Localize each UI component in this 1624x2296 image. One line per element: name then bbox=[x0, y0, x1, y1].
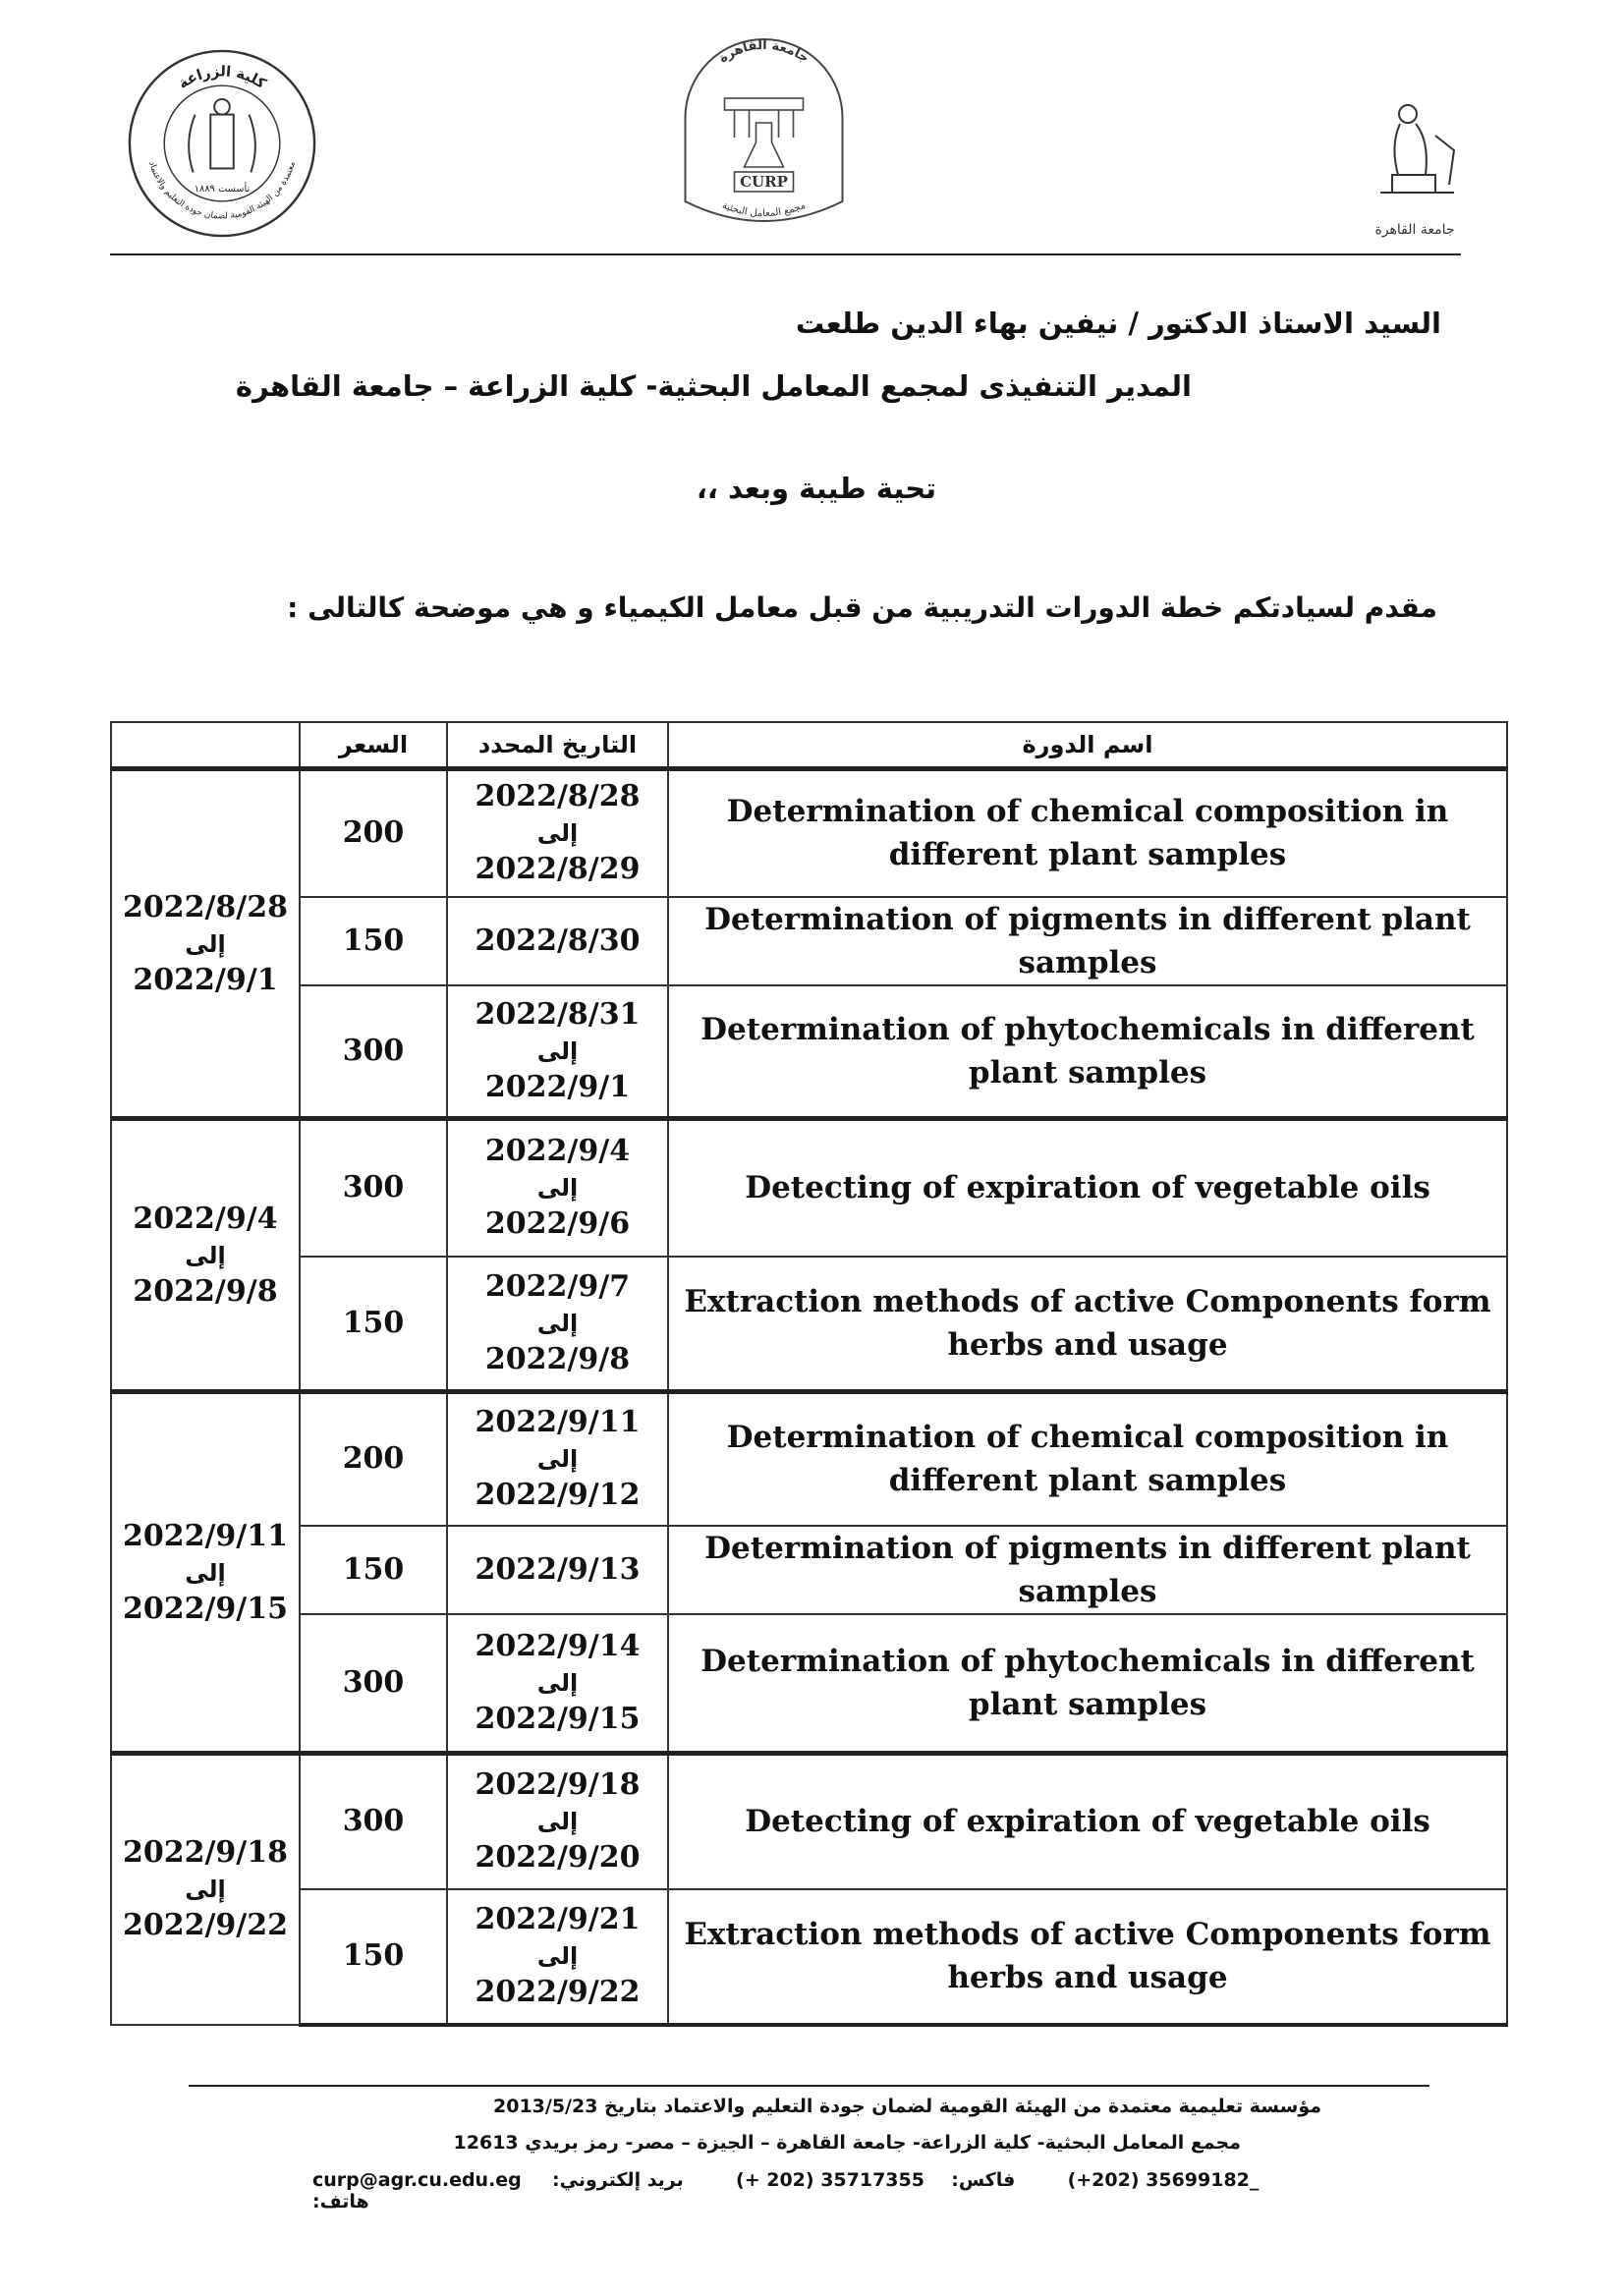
price-cell: 300 bbox=[300, 1614, 447, 1754]
date-cell: 2022/9/4 إلى 2022/9/6 bbox=[447, 1119, 668, 1257]
course-name-cell: Extraction methods of active Components form herbs and usage bbox=[668, 1889, 1507, 2025]
cairo-university-emblem-logo bbox=[1361, 96, 1469, 244]
course-name-cell: Determination of chemical composition in different plant samples bbox=[668, 1392, 1507, 1526]
header-date: التاريخ المحدد bbox=[447, 722, 668, 769]
price-cell: 300 bbox=[300, 985, 447, 1119]
curp-text: CURP bbox=[740, 173, 788, 191]
course-name-cell: Determination of phytochemicals in different plant samples bbox=[668, 985, 1507, 1119]
period-cell: 2022/9/4 إلى 2022/9/8 bbox=[111, 1119, 300, 1392]
period-cell: 2022/9/18 إلى 2022/9/22 bbox=[111, 1754, 300, 2025]
table-row bbox=[111, 1119, 1507, 1257]
header-price: السعر bbox=[300, 722, 447, 769]
footer-fax: (+ 202) 35717355 bbox=[736, 2169, 924, 2191]
period-cell: 2022/8/28 إلى 2022/9/1 bbox=[111, 769, 300, 1119]
table-row bbox=[111, 769, 1507, 897]
intro-line: مقدم لسيادتكم خطة الدورات التدريبية من قبل معامل الكيمياء و هي موضحة كالتالى : bbox=[287, 591, 1437, 624]
university-name-text: جامعة القاهرة bbox=[716, 37, 812, 67]
price-cell: 200 bbox=[300, 769, 447, 897]
footer-divider bbox=[189, 2085, 1429, 2087]
footer-contact-line bbox=[312, 2169, 1334, 2212]
seal-est-text: تأسست ١٨٨٩ bbox=[194, 184, 251, 195]
price-cell: 300 bbox=[300, 1754, 447, 1889]
greeting-line: تحية طيبة وبعد ،، bbox=[696, 472, 936, 505]
header-course-name: اسم الدورة bbox=[668, 722, 1507, 769]
course-name-cell: Determination of chemical composition in different plant samples bbox=[668, 769, 1507, 897]
svg-text:كلية الزراعة bbox=[175, 63, 269, 92]
footer-address: مجمع المعامل البحثية- كلية الزراعة- جامعة القاهرة – الجيزة – مصر- رمز بريدي 12613 bbox=[453, 2132, 1241, 2154]
date-cell: 2022/9/13 bbox=[447, 1526, 668, 1614]
table-row bbox=[111, 1526, 1507, 1614]
footer-fax-label: فاكس: bbox=[951, 2169, 1016, 2191]
emblem-caption: جامعة القاهرة bbox=[1374, 222, 1455, 238]
seal-ring-text: معتمدة من الهيئة القومية لضمان جودة التعليم والاعتماد bbox=[146, 160, 298, 222]
training-courses-table bbox=[110, 721, 1508, 2027]
course-name-cell: Detecting of expiration of vegetable oils bbox=[668, 1754, 1507, 1889]
header-divider bbox=[110, 253, 1461, 255]
date-cell: 2022/8/31 إلى 2022/9/1 bbox=[447, 985, 668, 1119]
seal-top-text: كلية الزراعة bbox=[175, 63, 269, 92]
price-cell: 300 bbox=[300, 1119, 447, 1257]
table-row bbox=[111, 1392, 1507, 1526]
course-name-cell: Extraction methods of active Components form herbs and usage bbox=[668, 1257, 1507, 1392]
date-cell: 2022/9/14 إلى 2022/9/15 bbox=[447, 1614, 668, 1754]
curp-lab-logo bbox=[663, 29, 865, 236]
price-cell: 150 bbox=[300, 897, 447, 985]
date-cell: 2022/9/7 إلى 2022/9/8 bbox=[447, 1257, 668, 1392]
table-row bbox=[111, 1614, 1507, 1754]
price-cell: 150 bbox=[300, 1257, 447, 1392]
price-cell: 150 bbox=[300, 1889, 447, 2025]
date-cell: 2022/9/11 إلى 2022/9/12 bbox=[447, 1392, 668, 1526]
labs-complex-text: مجمع المعامل البحثية bbox=[720, 199, 808, 220]
footer-email: curp@agr.cu.edu.eg bbox=[312, 2169, 522, 2191]
table-header-row bbox=[111, 722, 1507, 769]
table-row bbox=[111, 897, 1507, 985]
course-name-cell: Detecting of expiration of vegetable oils bbox=[668, 1119, 1507, 1257]
price-cell: 150 bbox=[300, 1526, 447, 1614]
table-row bbox=[111, 1889, 1507, 2025]
table-row bbox=[111, 985, 1507, 1119]
footer-accreditation: مؤسسة تعليمية معتمدة من الهيئة القومية لضمان جودة التعليم والاعتماد بتاريخ 2013/5/23 bbox=[493, 2096, 1321, 2117]
period-cell: 2022/9/11 إلى 2022/9/15 bbox=[111, 1392, 300, 1754]
table-row bbox=[111, 1754, 1507, 1889]
footer-phone-label: هاتف: bbox=[312, 2191, 369, 2212]
price-cell: 200 bbox=[300, 1392, 447, 1526]
course-name-cell: Determination of pigments in different plant samples bbox=[668, 897, 1507, 985]
date-cell: 2022/8/28 إلى 2022/8/29 bbox=[447, 769, 668, 897]
faculty-agriculture-seal-logo bbox=[126, 47, 318, 240]
footer-phone: (+202) 35699182_ bbox=[1067, 2169, 1260, 2191]
addressee-line: السيد الاستاذ الدكتور / نيفين بهاء الدين طلعت bbox=[795, 307, 1441, 340]
date-cell: 2022/8/30 bbox=[447, 897, 668, 985]
position-line: المدير التنفيذى لمجمع المعامل البحثية- كلية الزراعة – جامعة القاهرة bbox=[235, 369, 1192, 403]
svg-text:جامعة القاهرة bbox=[716, 38, 812, 66]
svg-text:مجمع المعامل البحثية bbox=[720, 200, 807, 219]
table-row bbox=[111, 1257, 1507, 1392]
date-cell: 2022/9/21 إلى 2022/9/22 bbox=[447, 1889, 668, 2025]
footer-email-label: بريد إلكتروني: bbox=[552, 2169, 684, 2191]
course-name-cell: Determination of pigments in different plant samples bbox=[668, 1526, 1507, 1614]
header-period bbox=[111, 722, 300, 769]
date-cell: 2022/9/18 إلى 2022/9/20 bbox=[447, 1754, 668, 1889]
course-name-cell: Determination of phytochemicals in different plant samples bbox=[668, 1614, 1507, 1754]
